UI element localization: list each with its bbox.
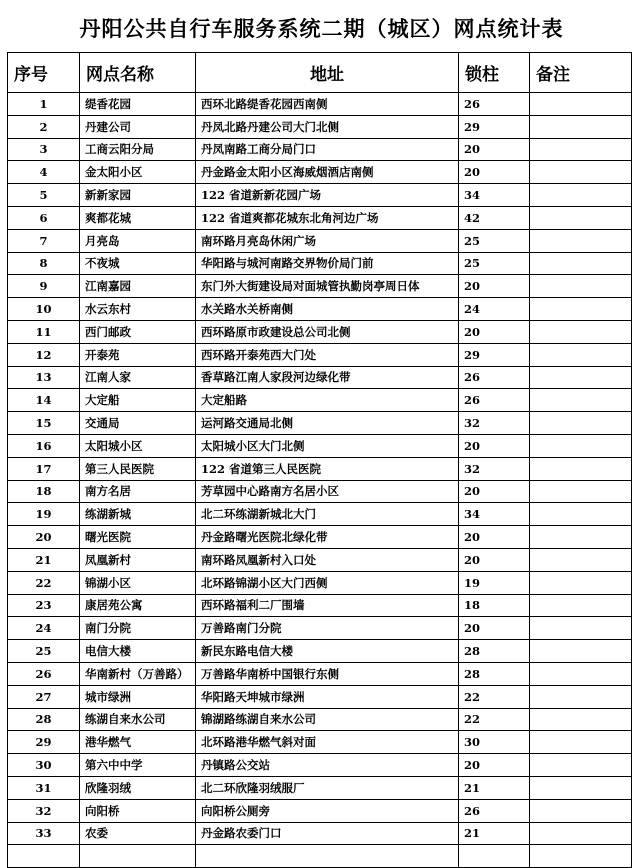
- cell-locks: 20: [459, 275, 530, 298]
- cell-address: 华阳路与城河南路交界物价局门前: [196, 252, 459, 275]
- cell-note: [530, 115, 632, 138]
- cell-no: 9: [8, 275, 80, 298]
- cell-no: [8, 845, 80, 868]
- cell-no: 7: [8, 229, 80, 252]
- cell-locks: 21: [459, 822, 530, 845]
- cell-name: [80, 845, 196, 868]
- cell-address: 东门外大街建设局对面城管执勤岗亭周日体: [196, 275, 459, 298]
- cell-name: 南方名居: [80, 480, 196, 503]
- cell-locks: 20: [459, 754, 530, 777]
- cell-locks: 28: [459, 640, 530, 663]
- cell-name: 丹建公司: [80, 115, 196, 138]
- table-row: [8, 799, 632, 822]
- cell-note: [530, 184, 632, 207]
- cell-address: 万善路南门分院: [196, 617, 459, 640]
- cell-address: 122 省道第三人民医院: [196, 457, 459, 480]
- cell-no: 5: [8, 184, 80, 207]
- cell-no: 22: [8, 571, 80, 594]
- cell-name: 江南嘉园: [80, 275, 196, 298]
- cell-locks: 20: [459, 320, 530, 343]
- cell-no: 10: [8, 298, 80, 321]
- cell-note: [530, 389, 632, 412]
- cell-address: 西环路开泰苑西大门处: [196, 343, 459, 366]
- cell-address: 西环路福利二厂围墙: [196, 594, 459, 617]
- cell-name: 练湖新城: [80, 503, 196, 526]
- cell-name: 城市绿洲: [80, 685, 196, 708]
- cell-no: 18: [8, 480, 80, 503]
- cell-note: [530, 617, 632, 640]
- table-row: [8, 161, 632, 184]
- table-row: [8, 708, 632, 731]
- header-locks: 锁柱: [459, 53, 530, 93]
- cell-note: [530, 298, 632, 321]
- cell-locks: 20: [459, 548, 530, 571]
- cell-locks: 22: [459, 708, 530, 731]
- table-row: [8, 412, 632, 435]
- cell-name: 工商云阳分局: [80, 138, 196, 161]
- cell-no: 20: [8, 526, 80, 549]
- cell-locks: 22: [459, 685, 530, 708]
- page-title: 丹阳公共自行车服务系统二期（城区）网点统计表: [79, 16, 564, 41]
- cell-no: 24: [8, 617, 80, 640]
- cell-note: [530, 754, 632, 777]
- cell-name: 农委: [80, 822, 196, 845]
- cell-no: 12: [8, 343, 80, 366]
- cell-no: 17: [8, 457, 80, 480]
- cell-locks: 26: [459, 93, 530, 116]
- cell-note: [530, 731, 632, 754]
- cell-address: 丹金路曙光医院北绿化带: [196, 526, 459, 549]
- cell-no: 27: [8, 685, 80, 708]
- table-row: [8, 731, 632, 754]
- cell-locks: 20: [459, 526, 530, 549]
- table-row: [8, 685, 632, 708]
- cell-name: 向阳桥: [80, 799, 196, 822]
- cell-note: [530, 571, 632, 594]
- cell-note: [530, 822, 632, 845]
- cell-name: 电信大楼: [80, 640, 196, 663]
- cell-address: 北环路锦湖小区大门西侧: [196, 571, 459, 594]
- cell-note: [530, 206, 632, 229]
- cell-address: 丹金路农委门口: [196, 822, 459, 845]
- cell-note: [530, 708, 632, 731]
- cell-address: 北二环练湖新城北大门: [196, 503, 459, 526]
- table-row: [8, 275, 632, 298]
- cell-address: 万善路华南桥中国银行东侧: [196, 662, 459, 685]
- cell-name: 月亮岛: [80, 229, 196, 252]
- cell-name: 新新家园: [80, 184, 196, 207]
- cell-address: 芳草园中心路南方名居小区: [196, 480, 459, 503]
- table-row: [8, 320, 632, 343]
- cell-name: 太阳城小区: [80, 434, 196, 457]
- cell-address: 华阳路天坤城市绿洲: [196, 685, 459, 708]
- table-row: [8, 252, 632, 275]
- header-note: 备注: [530, 53, 632, 93]
- cell-address: 丹金路金太阳小区海威烟酒店南侧: [196, 161, 459, 184]
- cell-note: [530, 548, 632, 571]
- cell-address: 丹凤北路丹建公司大门北侧: [196, 115, 459, 138]
- cell-no: 4: [8, 161, 80, 184]
- cell-note: [530, 640, 632, 663]
- cell-no: 26: [8, 662, 80, 685]
- cell-locks: 21: [459, 776, 530, 799]
- cell-locks: [459, 845, 530, 868]
- cell-name: 南门分院: [80, 617, 196, 640]
- table-row: [8, 434, 632, 457]
- cell-name: 曙光医院: [80, 526, 196, 549]
- cell-locks: 30: [459, 731, 530, 754]
- cell-no: 15: [8, 412, 80, 435]
- cell-name: 开泰苑: [80, 343, 196, 366]
- table-row: [8, 594, 632, 617]
- cell-name: 大定船: [80, 389, 196, 412]
- cell-address: 大定船路: [196, 389, 459, 412]
- cell-note: [530, 434, 632, 457]
- table-row: [8, 754, 632, 777]
- table-row: [8, 776, 632, 799]
- cell-locks: 42: [459, 206, 530, 229]
- table-row: [8, 457, 632, 480]
- cell-locks: 24: [459, 298, 530, 321]
- cell-note: [530, 93, 632, 116]
- cell-no: 3: [8, 138, 80, 161]
- cell-no: 11: [8, 320, 80, 343]
- cell-note: [530, 161, 632, 184]
- cell-name: 金太阳小区: [80, 161, 196, 184]
- cell-locks: 20: [459, 480, 530, 503]
- cell-address: 丹凤南路工商分局门口: [196, 138, 459, 161]
- cell-no: 29: [8, 731, 80, 754]
- table-row: [8, 138, 632, 161]
- table-row: [8, 298, 632, 321]
- cell-name: 西门邮政: [80, 320, 196, 343]
- cell-no: 1: [8, 93, 80, 116]
- cell-name: 华南新村（万善路）: [80, 662, 196, 685]
- cell-note: [530, 685, 632, 708]
- cell-no: 33: [8, 822, 80, 845]
- table-row: [8, 229, 632, 252]
- cell-note: [530, 845, 632, 868]
- cell-locks: 20: [459, 434, 530, 457]
- cell-address: 丹镇路公交站: [196, 754, 459, 777]
- cell-note: [530, 252, 632, 275]
- cell-locks: 25: [459, 252, 530, 275]
- stations-table: [7, 52, 632, 868]
- cell-no: 8: [8, 252, 80, 275]
- cell-no: 16: [8, 434, 80, 457]
- cell-name: 不夜城: [80, 252, 196, 275]
- cell-no: 32: [8, 799, 80, 822]
- cell-no: 23: [8, 594, 80, 617]
- table-row: [8, 343, 632, 366]
- cell-name: 凤凰新村: [80, 548, 196, 571]
- cell-address: 运河路交通局北侧: [196, 412, 459, 435]
- cell-name: 江南人家: [80, 366, 196, 389]
- table-row: [8, 822, 632, 845]
- table-row: [8, 115, 632, 138]
- cell-locks: 26: [459, 799, 530, 822]
- cell-address: 锦湖路练湖自来水公司: [196, 708, 459, 731]
- cell-no: 28: [8, 708, 80, 731]
- cell-name: 港华燃气: [80, 731, 196, 754]
- table-row: [8, 662, 632, 685]
- cell-name: 缇香花园: [80, 93, 196, 116]
- cell-address: 北二环欣隆羽绒服厂: [196, 776, 459, 799]
- cell-name: 练湖自来水公司: [80, 708, 196, 731]
- cell-address: 122 省道爽都花城东北角河边广场: [196, 206, 459, 229]
- cell-note: [530, 776, 632, 799]
- cell-no: 30: [8, 754, 80, 777]
- cell-note: [530, 662, 632, 685]
- cell-note: [530, 275, 632, 298]
- cell-address: 西环北路缇香花园西南侧: [196, 93, 459, 116]
- cell-no: 19: [8, 503, 80, 526]
- table-body: [8, 93, 632, 868]
- table-row: [8, 640, 632, 663]
- cell-locks: 32: [459, 412, 530, 435]
- cell-address: 122 省道新新花园广场: [196, 184, 459, 207]
- cell-locks: 26: [459, 389, 530, 412]
- table-row: [8, 526, 632, 549]
- header-no: 序号: [8, 53, 80, 93]
- cell-note: [530, 480, 632, 503]
- table-row: [8, 366, 632, 389]
- cell-note: [530, 138, 632, 161]
- cell-no: 2: [8, 115, 80, 138]
- table-row: [8, 93, 632, 116]
- cell-locks: 20: [459, 138, 530, 161]
- cell-name: 爽都花城: [80, 206, 196, 229]
- cell-no: 21: [8, 548, 80, 571]
- cell-no: 25: [8, 640, 80, 663]
- table-row: [8, 206, 632, 229]
- cell-note: [530, 412, 632, 435]
- cell-address: [196, 845, 459, 868]
- header-row: [8, 53, 632, 93]
- cell-locks: 34: [459, 184, 530, 207]
- cell-locks: 20: [459, 161, 530, 184]
- cell-locks: 18: [459, 594, 530, 617]
- header-name: 网点名称: [80, 53, 196, 93]
- cell-locks: 29: [459, 343, 530, 366]
- cell-locks: 29: [459, 115, 530, 138]
- table-row: [8, 845, 632, 868]
- cell-name: 交通局: [80, 412, 196, 435]
- table-row: [8, 503, 632, 526]
- cell-note: [530, 229, 632, 252]
- cell-address: 西环路原市政建设总公司北侧: [196, 320, 459, 343]
- cell-address: 水关路水关桥南侧: [196, 298, 459, 321]
- cell-note: [530, 799, 632, 822]
- cell-name: 第三人民医院: [80, 457, 196, 480]
- cell-note: [530, 594, 632, 617]
- cell-address: 南环路月亮岛休闲广场: [196, 229, 459, 252]
- table-row: [8, 480, 632, 503]
- cell-locks: 26: [459, 366, 530, 389]
- cell-note: [530, 320, 632, 343]
- cell-name: 欣隆羽绒: [80, 776, 196, 799]
- cell-address: 太阳城小区大门北侧: [196, 434, 459, 457]
- cell-note: [530, 343, 632, 366]
- cell-name: 第六中中学: [80, 754, 196, 777]
- cell-address: 向阳桥公厕旁: [196, 799, 459, 822]
- cell-address: 南环路凤凰新村入口处: [196, 548, 459, 571]
- cell-address: 香草路江南人家段河边绿化带: [196, 366, 459, 389]
- cell-name: 水云东村: [80, 298, 196, 321]
- table-row: [8, 389, 632, 412]
- cell-locks: 34: [459, 503, 530, 526]
- cell-locks: 28: [459, 662, 530, 685]
- table-row: [8, 571, 632, 594]
- cell-name: 锦湖小区: [80, 571, 196, 594]
- header-address: 地址: [196, 53, 459, 93]
- cell-address: 新民东路电信大楼: [196, 640, 459, 663]
- cell-name: 康居苑公寓: [80, 594, 196, 617]
- cell-locks: 25: [459, 229, 530, 252]
- cell-no: 31: [8, 776, 80, 799]
- cell-no: 13: [8, 366, 80, 389]
- cell-no: 6: [8, 206, 80, 229]
- cell-no: 14: [8, 389, 80, 412]
- cell-note: [530, 503, 632, 526]
- table-row: [8, 548, 632, 571]
- table-row: [8, 184, 632, 207]
- cell-locks: 32: [459, 457, 530, 480]
- cell-note: [530, 366, 632, 389]
- cell-note: [530, 526, 632, 549]
- cell-address: 北环路港华燃气斜对面: [196, 731, 459, 754]
- cell-locks: 20: [459, 617, 530, 640]
- cell-note: [530, 457, 632, 480]
- cell-locks: 19: [459, 571, 530, 594]
- table-row: [8, 617, 632, 640]
